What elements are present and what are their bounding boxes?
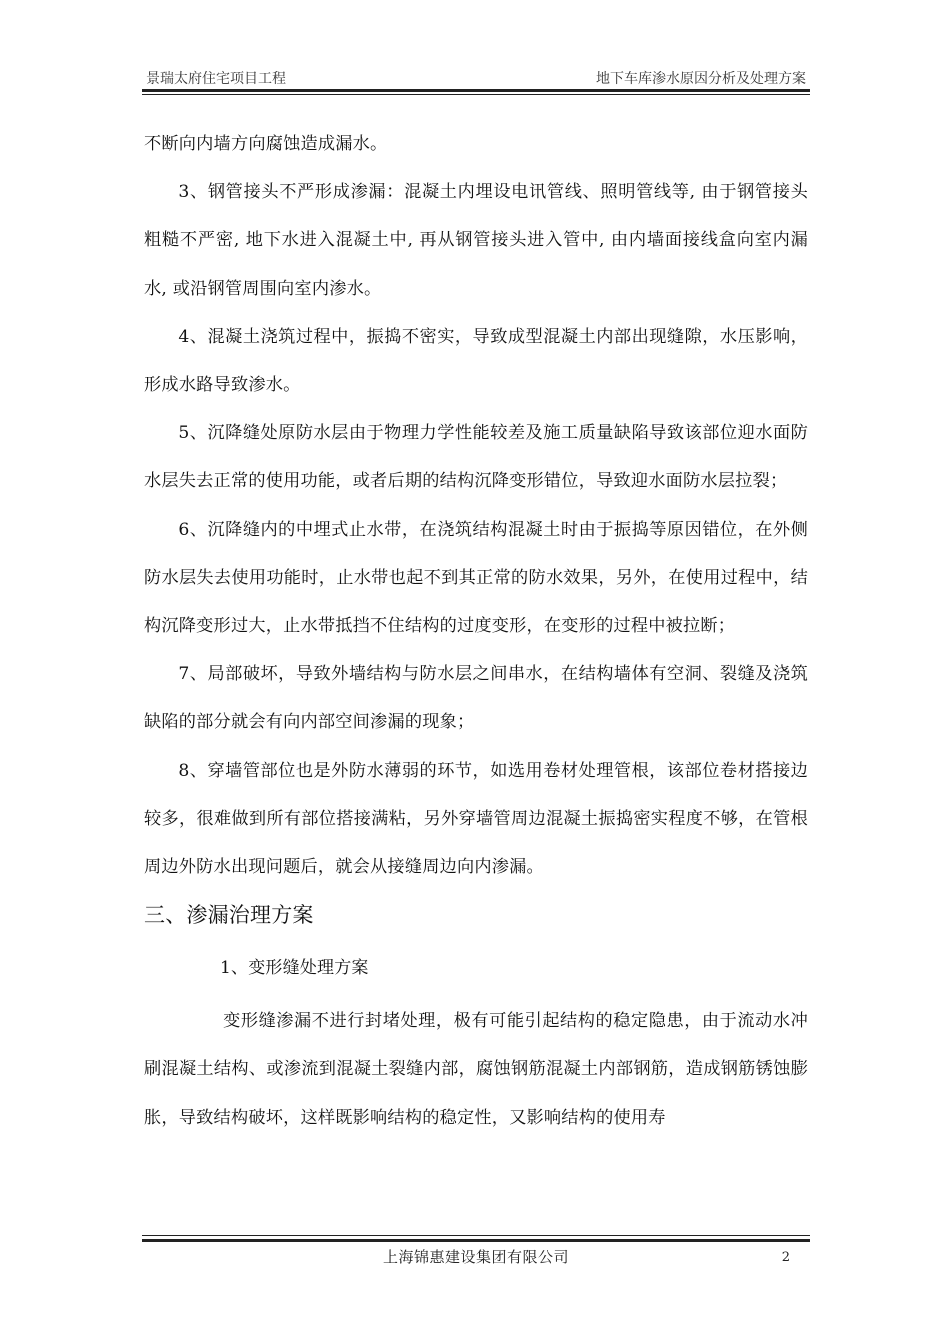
header-project-name: 景瑞太府住宅项目工程 xyxy=(146,71,286,87)
page-number: 2 xyxy=(781,1250,790,1265)
paragraph-expansion-joint: 变形缝渗漏不进行封堵处理，极有可能引起结构的稳定隐患，由于流动水冲刷混凝土结构、或渗流到混凝土裂缝内部，腐蚀钢筋混凝土内部钢筋，造成钢筋锈蚀膨胀，导致结构破坏，这样既影响结构的稳定性，又影响结构的使用寿 xyxy=(144,1011,808,1128)
paragraph-item-7: 7、局部破坏，导致外墙结构与防水层之间串水，在结构墙体有空洞、裂缝及浇筑缺陷的部分就会有向内部空间渗漏的现象； xyxy=(144,664,808,733)
document-body xyxy=(144,120,808,1142)
paragraph-item-8: 8、穿墙管部位也是外防水薄弱的环节，如选用卷材处理管根，该部位卷材搭接边较多，很难做到所有部位搭接满粘，另外穿墙管周边混凝土振捣密实程度不够，在管根周边外防水出现问题后，就会从接缝周边向内渗漏。 xyxy=(144,760,808,878)
paragraph-item-6: 6、沉降缝内的中埋式止水带，在浇筑结构混凝土时由于振捣等原因错位，在外侧防水层失去使用功能时，止水带也起不到其正常的防水效果，另外，在使用过程中，结构沉降变形过大，止水带抵挡不住结构的过度变形，在变形的过程中被拉断； xyxy=(144,519,808,637)
header-rule-thin xyxy=(142,94,810,95)
paragraph-item-5: 5、沉降缝处原防水层由于物理力学性能较差及施工质量缺陷导致该部位迎水面防水层失去正常的使用功能，或者后期的结构沉降变形错位，导致迎水面防水层拉裂； xyxy=(144,423,808,492)
paragraph-continuation: 不断向内墙方向腐蚀造成漏水。 xyxy=(144,134,388,154)
page-header xyxy=(142,66,810,88)
section-heading: 三、渗漏治理方案 xyxy=(144,903,314,928)
subsection-heading: 1、变形缝处理方案 xyxy=(220,958,369,979)
footer-company-name: 上海锦惠建设集团有限公司 xyxy=(382,1248,569,1266)
paragraph-item-3: 3、钢管接头不严形成渗漏：混凝土内埋设电讯管线、照明管线等, 由于钢管接头粗糙不严密, 地下水进入混凝土中, 再从钢管接头进入管中, 由内墙面接线盒向室内漏水, 或沿钢管周围向室内渗水。 xyxy=(144,182,808,299)
header-document-title: 地下车库渗水原因分析及处理方案 xyxy=(596,71,806,87)
header-rule-thick xyxy=(142,89,810,92)
footer-rule-thin xyxy=(142,1235,810,1236)
footer-rule-thick xyxy=(142,1239,810,1242)
paragraph-item-4: 4、混凝土浇筑过程中，振捣不密实，导致成型混凝土内部出现缝隙，水压影响，形成水路导致渗水。 xyxy=(144,326,808,396)
